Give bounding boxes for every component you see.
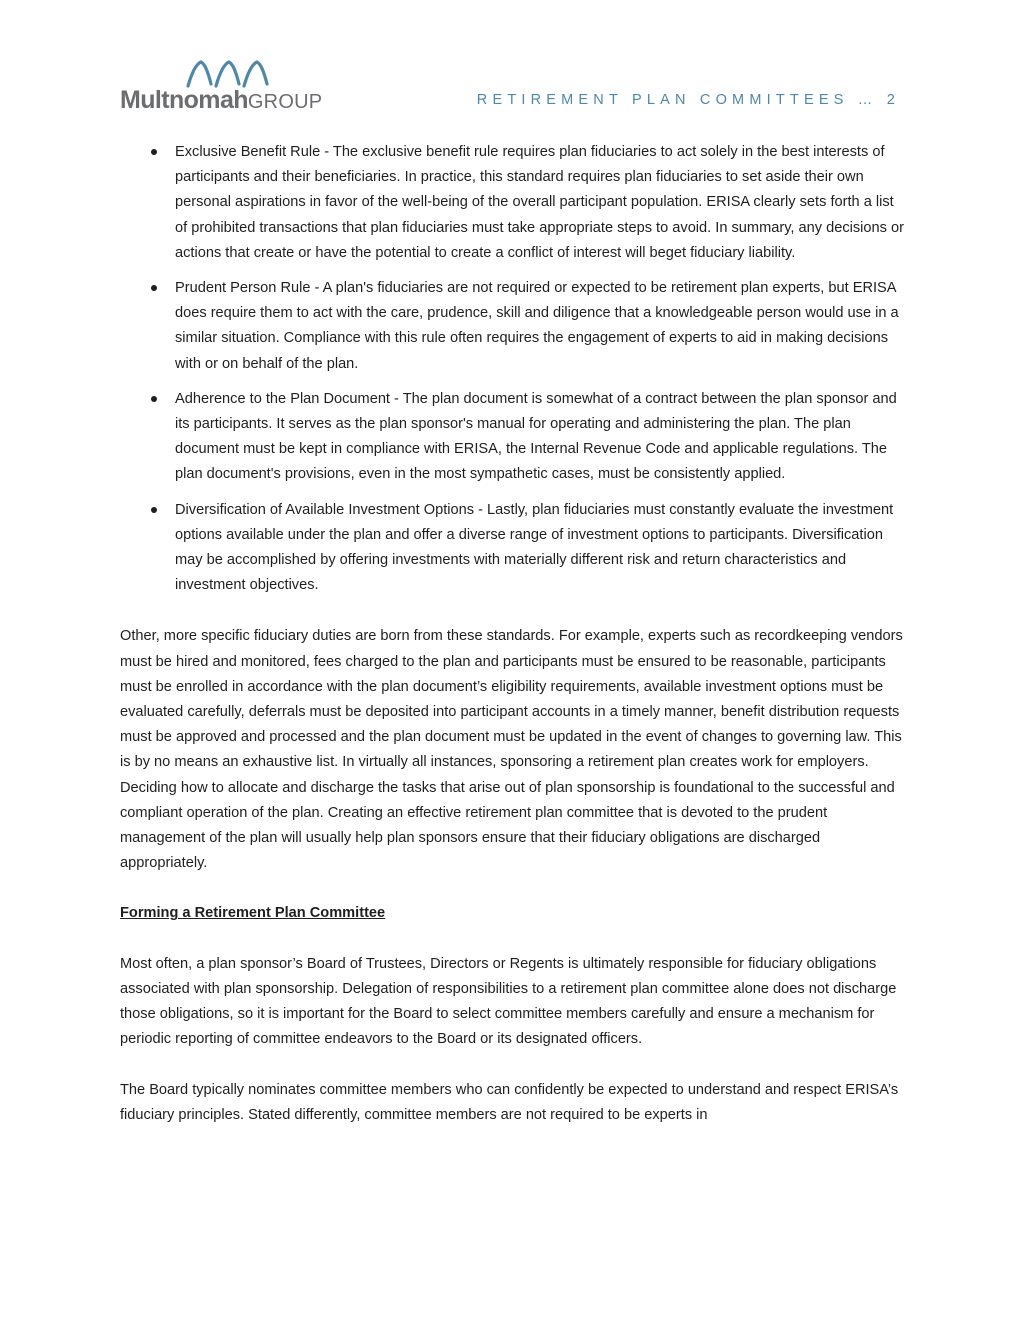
bullet-icon (151, 396, 157, 402)
list-item-text: Prudent Person Rule - A plan's fiduciaries are not required or expected to be retirement plan experts, but ERISA does require them to act with the care, prudence, skill and diligence that a knowledgeable person would use in a similar situation. Compliance with this rule often requires the engagement of experts to aid in making decisions with or on behalf of the plan. (175, 280, 899, 372)
logo-suffix: GROUP (247, 91, 323, 113)
list-item-text: Adherence to the Plan Document - The plan document is somewhat of a contract between the plan sponsor and its participants. It serves as the plan sponsor's manual for operating and administering the plan. The plan document must be kept in compliance with ERISA, the Internal Revenue Code and applicable regulations. The plan document's provisions, even in the most sympathetic cases, must be consistently applied. (175, 390, 897, 483)
fiduciary-standards-list (120, 140, 904, 598)
list-item (175, 387, 904, 488)
document-body (120, 140, 904, 1153)
paragraph-board-responsibility: Most often, a plan sponsor’s Board of Trustees, Directors or Regents is ultimately responsible for fiduciary obligations associated with plan sponsorship. Delegation of responsibilities to a retirement plan committee alone does not discharge those obligations, so it is important for the Board to select committee members carefully and ensure a mechanism for periodic reporting of committee endeavors to the Board or its designated officers. (120, 955, 897, 1048)
list-item-text: Diversification of Available Investment Options - Lastly, plan fiduciaries must constantly evaluate the investment options available under the plan and offer a diverse range of investment options to participants. Diversification may be accomplished by offering investments with materially different risk and return characteristics and investment objectives. (175, 501, 894, 594)
list-item (175, 276, 904, 377)
section-heading: Forming a Retirement Plan Committee (120, 905, 386, 922)
multnomah-group-logo (120, 58, 360, 114)
bullet-icon (151, 507, 157, 513)
bullet-icon (151, 285, 157, 291)
running-head: RETIREMENT PLAN COMMITTEES … 2 (476, 92, 900, 108)
list-item (175, 498, 904, 599)
paragraph-board-nominates: The Board typically nominates committee members who can confidently be expected to understand and respect ERISA’s fiduciary principles. Stated differently, committee members are not required to be experts in (120, 1081, 899, 1123)
paragraph-fiduciary-duties: Other, more specific fiduciary duties are born from these standards. For example, experts such as recordkeeping vendors must be hired and monitored, fees charged to the plan and participants must be ensured to be reasonable, participants must be enrolled in accordance with the plan document’s eligibility requirements, available investment options must be evaluated carefully, deferrals must be deposited into participant accounts in a timely manner, benefit distribution requests must be approved and processed and the plan document must be updated in the event of changes to governing law. This is by no means an exhaustive list. In virtually all instances, sponsoring a retirement plan creates work for employers. Deciding how to allocate and discharge the tasks that arise out of plan sponsorship is foundational to the successful and compliant operation of the plan. Creating an effective retirement plan committee that is devoted to the prudent management of the plan will usually help plan sponsors ensure that their fiduciary obligations are discharged appropriately. (120, 628, 903, 872)
logo-wordmark: Multnomah (120, 86, 248, 114)
spacer (120, 608, 904, 624)
logo-wave-icon (186, 58, 278, 88)
list-item (175, 140, 904, 266)
page-header (0, 0, 1024, 120)
logo-text (120, 86, 322, 118)
bullet-icon (151, 149, 157, 155)
list-item-text: Exclusive Benefit Rule - The exclusive benefit rule requires plan fiduciaries to act solely in the best interests of participants and their beneficiaries. In practice, this standard requires plan fiduciaries to set aside their own personal aspirations in favor of the well-being of the overall participant population. ERISA clearly sets forth a list of prohibited transactions that plan fiduciaries must take appropriate steps to avoid. In summary, any decisions or actions that create or have the potential to create a conflict of interest will beget fiduciary liability. (175, 144, 904, 261)
